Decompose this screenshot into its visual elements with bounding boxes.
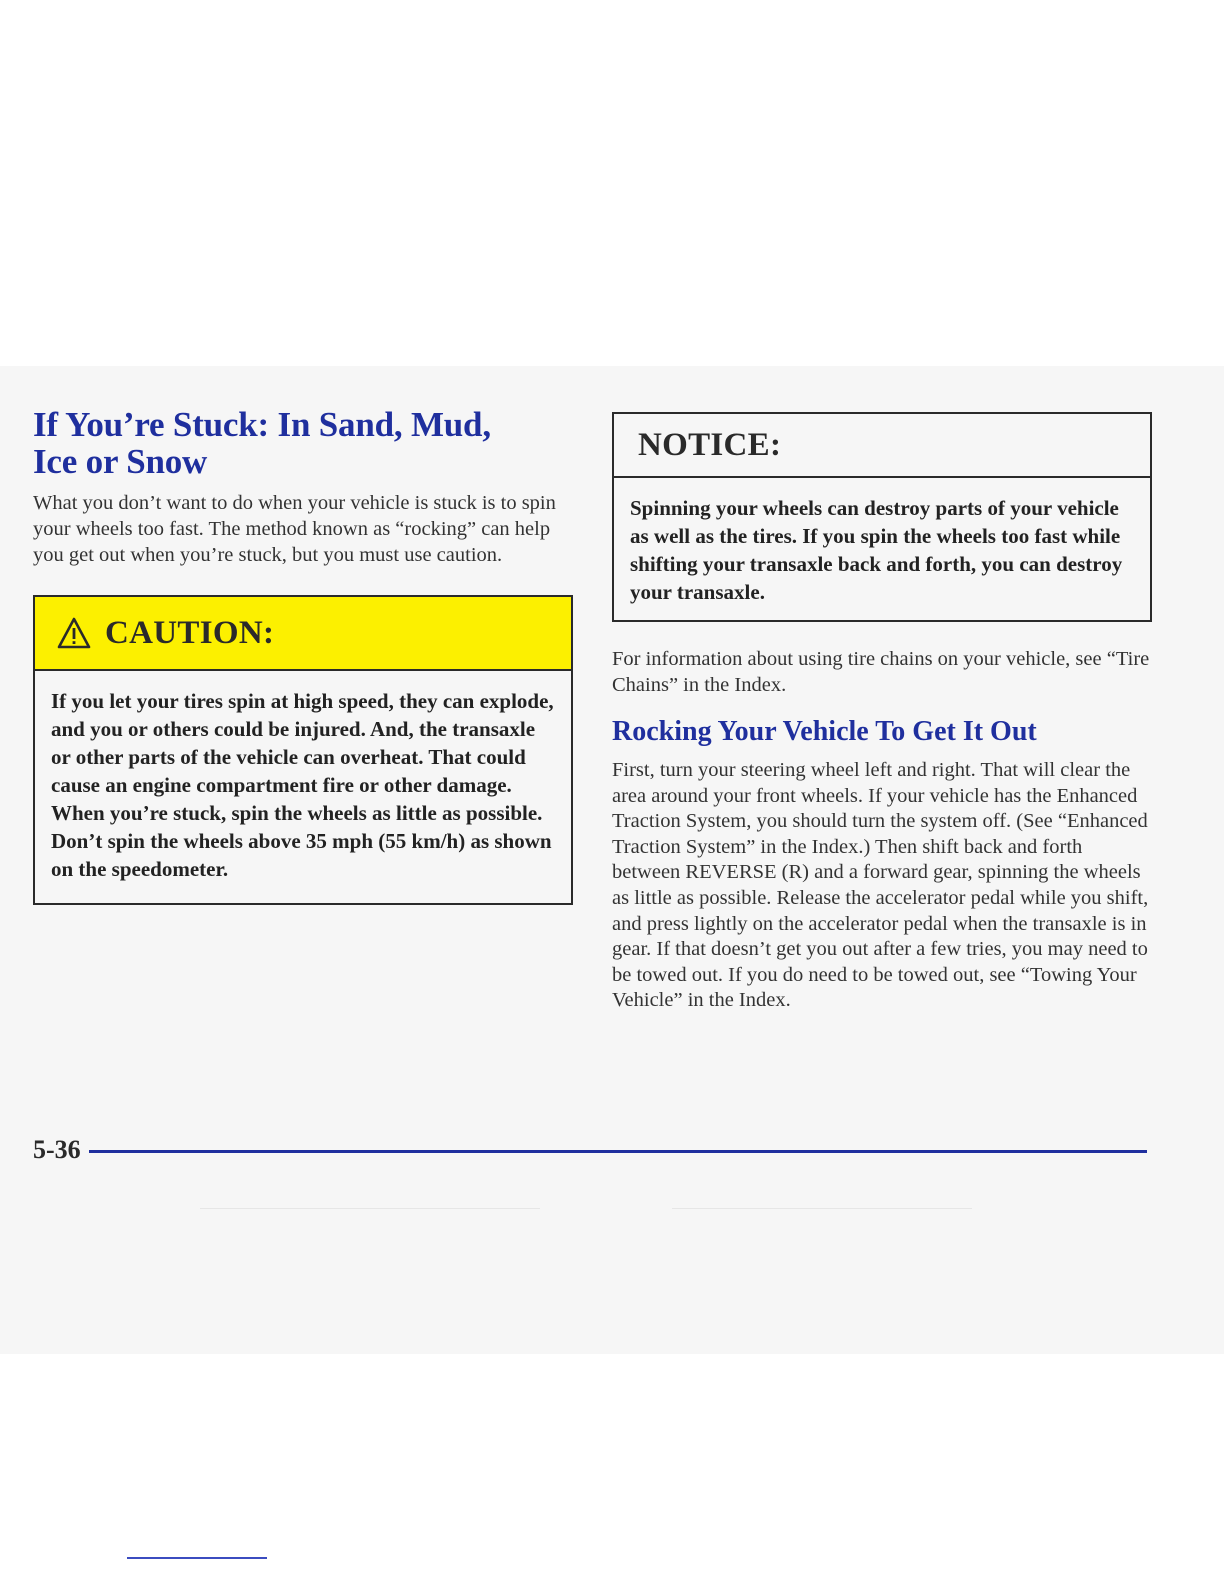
page-footer bbox=[33, 1132, 1147, 1168]
section-heading bbox=[33, 406, 573, 480]
left-column bbox=[33, 406, 573, 905]
bottom-underline bbox=[127, 1557, 267, 1559]
notice-box bbox=[612, 412, 1152, 622]
warning-triangle-icon bbox=[57, 617, 91, 649]
rocking-paragraph: First, turn your steering wheel left and right. That will clear the area around your front wheels. If your vehicle has the Enhanced Traction System, you should turn the system off. (See “Enhanced Traction System” in the Index.) Then shift back and forth between REVERSE (R) and a forward gear, spinning the wheels as little as possible. Release the accelerator pedal while you shift, and press lightly on the accelerator pedal when the transaxle is in gear. If that doesn’t get you out after a few tries, you may need to be towed out. If you do need to be towed out, see “Towing Your Vehicle” in the Index. bbox=[612, 759, 1149, 1012]
right-column bbox=[612, 412, 1152, 1014]
faint-divider-right bbox=[672, 1208, 972, 1209]
tire-chains-paragraph: For information about using tire chains on your vehicle, see “Tire Chains” in the Index. bbox=[612, 648, 1150, 696]
caution-header bbox=[35, 597, 571, 671]
footer-rule bbox=[89, 1150, 1147, 1153]
notice-header bbox=[614, 414, 1150, 478]
notice-body: Spinning your wheels can destroy parts of your vehicle as well as the tires. If you spin the wheels too fast while shifting your transaxle back and forth, you can destroy your transaxle. bbox=[630, 496, 1123, 604]
faint-divider-left bbox=[200, 1208, 540, 1209]
section-heading-line-1: If You’re Stuck: In Sand, Mud, bbox=[33, 405, 491, 444]
notice-title: NOTICE: bbox=[638, 426, 782, 463]
caution-body: If you let your tires spin at high speed, they can explode, and you or others could be injured. And, the transaxle or other parts of the vehicle can overheat. That could cause an engine compartment fire or other damage. When you’re stuck, spin the wheels as little as possible. Don’t spin the wheels above 35 mph (55 km/h) as shown on the speedometer. bbox=[51, 689, 554, 881]
page-number: 5-36 bbox=[33, 1135, 81, 1164]
rocking-subheading: Rocking Your Vehicle To Get It Out bbox=[612, 716, 1037, 747]
section-heading-line-2: Ice or Snow bbox=[33, 442, 208, 481]
caution-box bbox=[33, 595, 573, 905]
intro-paragraph: What you don’t want to do when your vehicle is stuck is to spin your wheels too fast. The method known as “rocking” can help you get out when you’re stuck, but you must use caution. bbox=[33, 492, 556, 566]
caution-title: CAUTION: bbox=[105, 614, 275, 651]
